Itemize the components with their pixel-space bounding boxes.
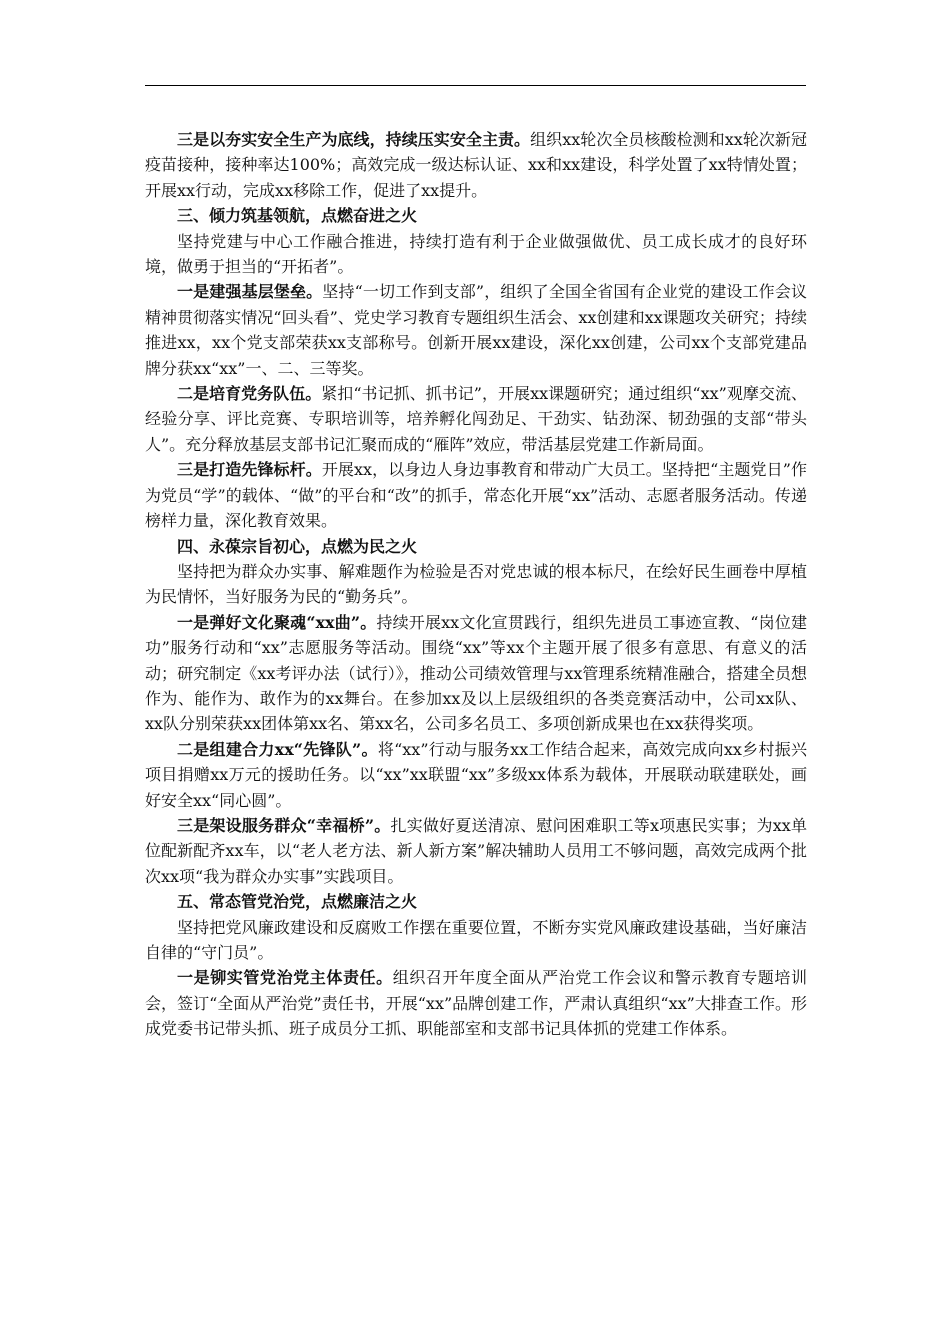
paragraph bbox=[145, 457, 807, 533]
paragraph-text: 持续开展xx文化宣贯践行，组织先进员工事迹宣教、“岗位建功”服务行动和“xx”志愿服务等活动。围绕“xx”等xx个主题开展了很多有意思、有意义的活动；研究制定《xx考评办法（试行）》，推动公司绩效管理与xx管理系统精准融合，搭建全员想作为、能作为、敢作为的xx舞台。在参加xx及以上层级组织的各类竞赛活动中，公司xx队、xx队分别荣获xx团体第xx名、第xx名，公司多名员工、多项创新成果也在xx获得奖项。 bbox=[145, 612, 807, 734]
paragraph-text: 扎实做好夏送清凉、慰问困难职工等x项惠民实事；为xx单位配新配齐xx车，以“老人老方法、新人新方案”解决辅助人员用工不够问题，高效完成两个批次xx项“我为群众办实事”实践项目。 bbox=[145, 815, 807, 886]
paragraph bbox=[145, 229, 807, 280]
paragraph-lead: 三是打造先锋标杆。 bbox=[177, 460, 322, 480]
paragraph-text: 将“xx”行动与服务xx工作结合起来，高效完成向xx乡村振兴项目捐赠xx万元的援助任务。以“xx”xx联盟“xx”多级xx体系为载体，开展联动联建联处，画好安全xx“同心圆”。 bbox=[145, 739, 807, 810]
paragraph-lead: 三是以夯实安全生产为底线，持续压实安全主责。 bbox=[177, 130, 531, 149]
header-rule bbox=[145, 85, 806, 86]
paragraph-lead: 一是铆实管党治党主体责任。 bbox=[177, 968, 393, 988]
paragraph-text: 组织xx轮次全员核酸检测和xx轮次新冠疫苗接种，接种率达100%；高效完成一级达标认证、xx和xx建设，科学处置了xx特情处置；开展xx行动，完成xx移除工作，促进了xx提升。 bbox=[145, 130, 807, 200]
section-heading: 三、倾力筑基领航，点燃奋进之火 bbox=[177, 206, 418, 226]
paragraph-lead: 一是弹好文化聚魂“xx曲”。 bbox=[177, 612, 377, 632]
paragraph-text: 坚持把为群众办实事、解难题作为检验是否对党忠诚的根本标尺，在绘好民生画卷中厚植为民情怀，当好服务为民的“勤务兵”。 bbox=[145, 561, 807, 607]
paragraph-text: 开展xx，以身边人身边事教育和带动广大员工。坚持把“主题党日”作为党员“学”的载体、“做”的平台和“改”的抓手，常态化开展“xx”活动、志愿者服务活动。传递榜样力量，深化教育效果。 bbox=[145, 460, 807, 531]
paragraph-text: 坚持把党风廉政建设和反腐败工作摆在重要位置，不断夯实党风廉政建设基础，当好廉洁自律的“守门员”。 bbox=[145, 917, 807, 962]
paragraph-text: 组织召开年度全面从严治党工作会议和警示教育专题培训会，签订“全面从严治党”责任书，开展“xx”品牌创建工作，严肃认真组织“xx”大排查工作。形成党委书记带头抓、班子成员分工抓、职能部室和支部书记具体抓的党建工作体系。 bbox=[145, 968, 807, 1039]
section-heading: 五、常态管党治党，点燃廉洁之火 bbox=[177, 892, 418, 912]
paragraph-text: 坚持党建与中心工作融合推进，持续打造有利于企业做强做优、员工成长成才的良好环境，做勇于担当的“开拓者”。 bbox=[145, 231, 807, 277]
paragraph bbox=[145, 559, 807, 610]
paragraph bbox=[145, 813, 807, 889]
paragraph bbox=[145, 610, 807, 737]
paragraph bbox=[145, 127, 807, 203]
paragraph-text: 紧扣“书记抓、抓书记”，开展xx课题研究；通过组织“xx”观摩交流、经验分享、评比竞赛、专职培训等，培养孵化闯劲足、干劲实、钻劲深、韧劲强的支部“带头人”。充分释放基层支部书记汇聚而成的“雁阵”效应，带活基层党建工作新局面。 bbox=[145, 384, 807, 454]
paragraph bbox=[145, 915, 807, 966]
paragraph-lead: 二是培育党务队伍。 bbox=[177, 384, 322, 404]
paragraph bbox=[145, 965, 807, 1041]
paragraph-lead: 一是建强基层堡垒。 bbox=[177, 282, 323, 302]
paragraph-lead: 二是组建合力xx“先锋队”。 bbox=[177, 739, 378, 759]
paragraph bbox=[145, 381, 807, 457]
paragraph-text: 坚持“一切工作到支部”，组织了全国全省国有企业党的建设工作会议精神贯彻落实情况“回头看”、党史学习教育专题组织生活会、xx创建和xx课题攻关研究；持续推进xx，xx个党支部荣获xx支部称号。创新开展xx建设，深化xx创建，公司xx个支部党建品牌分获xx“xx”一、二、三等奖。 bbox=[145, 282, 807, 378]
paragraph bbox=[145, 279, 807, 381]
paragraph bbox=[145, 737, 807, 813]
paragraph-lead: 三是架设服务群众“幸福桥”。 bbox=[177, 815, 391, 835]
section-heading: 四、永葆宗旨初心，点燃为民之火 bbox=[177, 536, 418, 556]
document-body bbox=[145, 127, 807, 1042]
